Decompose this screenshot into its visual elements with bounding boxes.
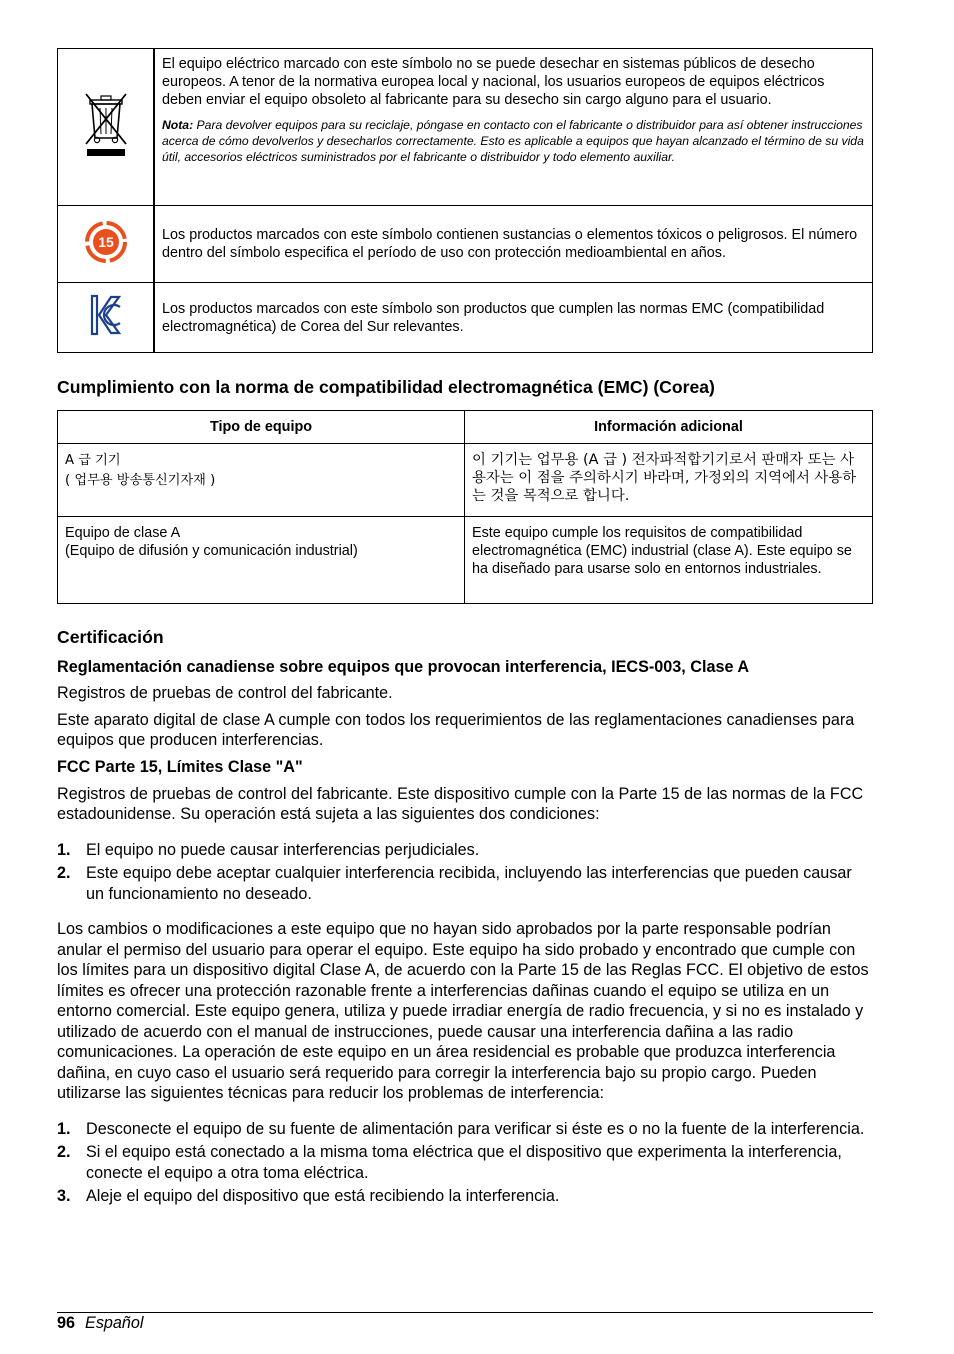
page-footer — [57, 1312, 873, 1332]
fcc-p1: Registros de pruebas de control del fabricante. Este dispositivo cumple con la Parte 15 de las normas de la FCC estadounidense. Su operación está sujeta a las siguientes dos condiciones: — [57, 784, 864, 823]
footer-language: Español — [85, 1314, 144, 1332]
note-label: Nota: — [162, 118, 194, 132]
canada-p1: Registros de pruebas de control del fabricante. — [57, 684, 393, 702]
cell-info: Este equipo cumple los requisitos de compatibilidad electromagnética (EMC) industrial (clase A). Este equipo se ha diseñado para usarse solo en entornos industriales. — [465, 517, 873, 604]
list-number: 3. — [57, 1187, 71, 1205]
symbol-cell — [58, 283, 155, 353]
page-number: 96 — [57, 1314, 76, 1332]
list-item — [57, 1186, 873, 1207]
symbol-cell — [58, 206, 155, 283]
table-row — [58, 517, 873, 604]
col-header-type: Tipo de equipo — [58, 411, 465, 444]
table-row — [58, 444, 873, 517]
symbol-description — [154, 206, 873, 283]
symbol-row-kc — [58, 283, 873, 353]
list-number: 1. — [57, 840, 71, 859]
efup-number: 15 — [97, 233, 114, 250]
col-header-info: Información adicional — [465, 411, 873, 444]
fcc-conditions-list — [57, 840, 873, 905]
fcc-p2: Los cambios o modificaciones a este equipo que no hayan sido aprobados por la parte responsable podrían anular el permiso del usuario para operar el equipo. Este equipo ha sido probado y encontrado que cumple con los límites para un dispositivo digital Clase A, de acuerdo con la Parte 15 de las Reglas FCC. El objetivo de estos límites es ofrecer una protección razonable frente a interferencias dañinas cuando el equipo se utiliza en un entorno comercial. Este equipo genera, utiliza y puede irradiar energía de radio frecuencia, y si no es instalado y utilizado de acuerdo con el manual de instrucciones, puede causar una interferencia dañina a las radio comunicaciones. La operación de este equipo en un área residencial es probable que produzca interferencia dañina, en cuyo caso el usuario será requerido para corregir la interferencia bajo su propio cargo. Pueden utilizarse las siguientes técnicas para reducir los problemas de interferencia: — [57, 920, 869, 1102]
symbol-cell — [58, 49, 155, 206]
type-line1: Equipo de clase A — [65, 525, 181, 541]
list-text: Este equipo debe aceptar cualquier interferencia recibida, incluyendo las interferencias que pueden causar un funcionamiento no deseado. — [86, 864, 852, 903]
canada-heading: Reglamentación canadiense sobre equipos que provocan interferencia, IECS-003, Clase A — [57, 658, 750, 676]
emc-heading: Cumplimiento con la norma de compatibilidad electromagnética (EMC) (Corea) — [57, 377, 715, 397]
cell-type — [58, 517, 465, 604]
efup-text: Los productos marcados con este símbolo contienen sustancias o elementos tóxicos o peligrosos. El número dentro del símbolo especifica el período de uso con protección medioambiental en años. — [162, 227, 858, 261]
symbols-table — [57, 48, 873, 353]
kc-text: Los productos marcados con este símbolo son productos que cumplen las normas EMC (compatibilidad electromagnética) de Corea del Sur relevantes. — [162, 300, 825, 335]
type-line2: ( 업무용 방송통신기자재 ) — [65, 473, 216, 488]
symbol-description — [154, 49, 873, 206]
weee-text: El equipo eléctrico marcado con este símbolo no se puede desechar en sistemas públicos de desecho europeos. A tenor de la normativa europea local y nacional, los usuarios europeos de equipos eléctricos deben enviar el equipo obsoleto al fabricante para su desecho sin cargo alguno para el usuario. — [162, 56, 825, 108]
list-item — [57, 1142, 873, 1183]
canada-p2: Este aparato digital de clase A cumple con todos los requerimientos de las reglamentaciones canadienses para equipos que producen interferencias. — [57, 710, 855, 749]
list-text: Aleje el equipo del dispositivo que está recibiendo la interferencia. — [86, 1187, 560, 1205]
note-text: Para devolver equipos para su reciclaje, póngase en contacto con el fabricante o distribuidor para así obtener instrucciones acerca de cómo devolverlos y desecharlos correctamente. Esto es aplicable a equipos que hayan alcanzado el término de su vida útil, accesorios eléctricos suministrados por el fabricante o distribuidor y todo elemento auxiliar. — [162, 118, 864, 164]
list-item — [57, 840, 873, 861]
list-number: 2. — [57, 864, 71, 882]
list-item — [57, 863, 873, 904]
emc-header-row — [58, 411, 873, 444]
type-line1: A 급 기기 — [65, 453, 121, 468]
emc-table — [57, 410, 873, 604]
list-text: Desconecte el equipo de su fuente de alimentación para verificar si éste es o no la fuente de la interferencia. — [86, 1119, 865, 1138]
crossed-bin-icon — [82, 90, 130, 160]
fcc-heading: FCC Parte 15, Límites Clase "A" — [57, 757, 303, 776]
cell-info: 이 기기는 업무용 (A 급 ) 전자파적합기기로서 판매자 또는 사용자는 이 점을 주의하시기 바라며, 가정외의 지역에서 사용하는 것을 목적으로 합니다. — [465, 444, 873, 517]
kc-mark-icon — [89, 293, 123, 337]
footer-text — [57, 1313, 144, 1333]
type-line2: (Equipo de difusión y comunicación industrial) — [65, 543, 358, 559]
list-item — [57, 1119, 873, 1140]
list-text: El equipo no puede causar interferencias perjudiciales. — [86, 840, 480, 859]
symbol-row-weee — [58, 49, 873, 206]
list-number: 2. — [57, 1143, 71, 1161]
symbol-row-efup — [58, 206, 873, 283]
weee-note — [162, 118, 864, 165]
page-content — [57, 48, 873, 1207]
cert-heading: Certificación — [57, 627, 164, 647]
efup-15-icon — [83, 219, 129, 265]
symbol-description — [154, 283, 873, 353]
list-number: 1. — [57, 1119, 71, 1138]
cell-type — [58, 444, 465, 517]
interference-techniques-list — [57, 1119, 873, 1207]
list-text: Si el equipo está conectado a la misma toma eléctrica que el dispositivo que experimenta la interferencia, conecte el equipo a otra toma eléctrica. — [86, 1143, 842, 1182]
